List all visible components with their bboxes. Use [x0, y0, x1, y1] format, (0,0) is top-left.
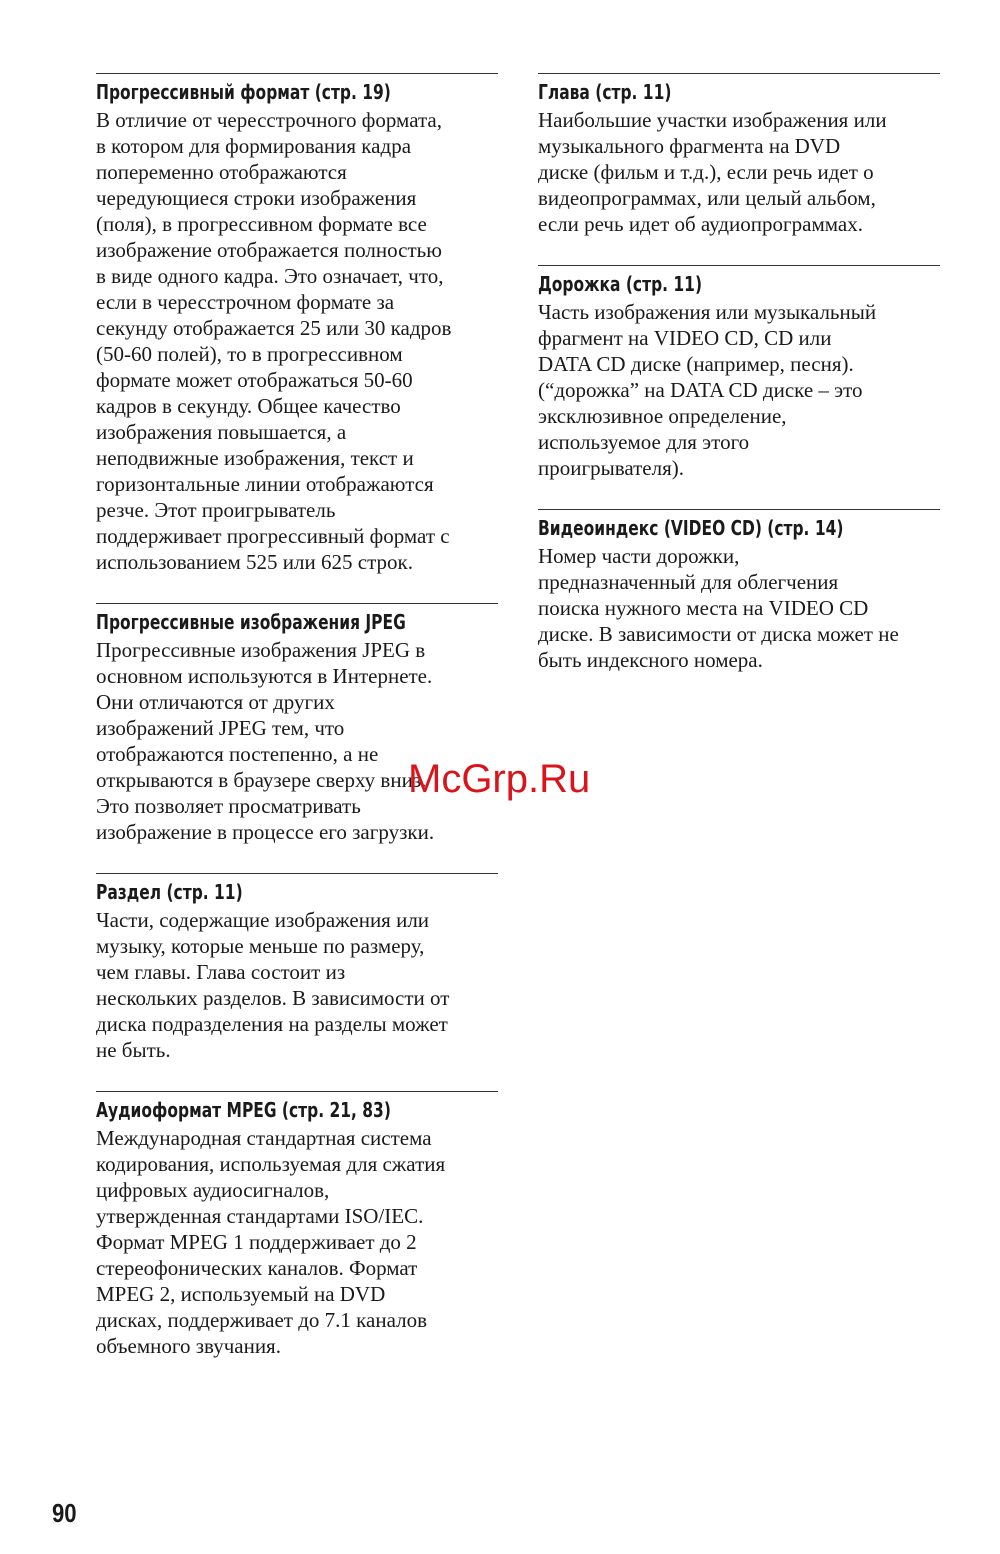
- body-line: Части, содержащие изображения или: [96, 908, 430, 932]
- body-line: (50-60 полей), то в прогрессивном: [96, 342, 403, 366]
- body-line: изображение в процессе его загрузки.: [96, 820, 435, 844]
- body-line: если речь идет об аудиопрограммах.: [538, 212, 863, 236]
- body-line: музыку, которые меньше по размеру,: [96, 934, 425, 958]
- body-line: видеопрограммах, или целый альбом,: [538, 186, 876, 210]
- body-line: Они отличаются от других: [96, 690, 335, 714]
- glossary-entry: [538, 509, 940, 673]
- body-line: предназначенный для облегчения: [538, 570, 839, 594]
- body-line: поиска нужного места на VIDEO CD: [538, 596, 869, 620]
- body-line: открываются в браузере сверху вниз.: [96, 768, 427, 792]
- glossary-entry: [96, 1091, 498, 1359]
- body-line: Часть изображения или музыкальный: [538, 300, 877, 324]
- entry-body: [538, 299, 940, 481]
- body-line: поддерживает прогрессивный формат с: [96, 524, 450, 548]
- body-line: фрагмент на VIDEO CD, CD или: [538, 326, 832, 350]
- body-line: резче. Этот проигрыватель: [96, 498, 336, 522]
- body-line: быть индексного номера.: [538, 648, 763, 672]
- entry-body: [96, 1125, 498, 1359]
- body-line: чем главы. Глава состоит из: [96, 960, 346, 984]
- glossary-entry: [96, 603, 498, 845]
- entry-body: [538, 107, 940, 237]
- entry-body: [96, 637, 498, 845]
- body-line: отображаются постепенно, а не: [96, 742, 379, 766]
- body-line: использованием 525 или 625 строк.: [96, 550, 413, 574]
- body-line: чередующиеся строки изображения: [96, 186, 417, 210]
- entry-title: Видеоиндекс (VIDEO CD) (стр. 14): [538, 516, 844, 540]
- glossary-entry: [538, 73, 940, 237]
- body-line: Международная стандартная система: [96, 1126, 432, 1150]
- body-line: диска подразделения на разделы может: [96, 1012, 448, 1036]
- body-line: попеременно отображаются: [96, 160, 347, 184]
- body-line: Наибольшие участки изображения или: [538, 108, 887, 132]
- body-line: утвержденная стандартами ISO/IEC.: [96, 1204, 424, 1228]
- entry-title: Дорожка (стр. 11): [538, 272, 703, 296]
- entry-body: [538, 543, 940, 673]
- body-line: дисках, поддерживает до 7.1 каналов: [96, 1308, 428, 1332]
- body-line: цифровых аудиосигналов,: [96, 1178, 330, 1202]
- body-line: изображение отображается полностью: [96, 238, 442, 262]
- body-line: MPEG 2, используемый на DVD: [96, 1282, 386, 1306]
- entry-title: Глава (стр. 11): [538, 80, 672, 104]
- body-line: используемое для этого: [538, 430, 750, 454]
- body-line: кодирования, используемая для сжатия: [96, 1152, 446, 1176]
- body-line: изображений JPEG тем, что: [96, 716, 345, 740]
- entry-title: Прогрессивный формат (стр. 19): [96, 80, 391, 104]
- body-line: если в чересстрочном формате за: [96, 290, 395, 314]
- body-line: стереофонических каналов. Формат: [96, 1256, 418, 1280]
- body-line: основном используются в Интернете.: [96, 664, 433, 688]
- glossary-entry: [96, 73, 498, 575]
- body-line: изображения повышается, а: [96, 420, 347, 444]
- body-line: (“дорожка” на DATA CD диске – это: [538, 378, 863, 402]
- entry-body: [96, 907, 498, 1063]
- glossary-entry: [538, 265, 940, 481]
- right-column: [538, 73, 940, 673]
- entry-title: Аудиоформат MPEG (стр. 21, 83): [96, 1098, 391, 1122]
- body-line: DATA CD диске (например, песня).: [538, 352, 854, 376]
- body-line: не быть.: [96, 1038, 171, 1062]
- body-line: диске (фильм и т.д.), если речь идет о: [538, 160, 874, 184]
- page-number: 90: [52, 1498, 77, 1528]
- body-line: в котором для формирования кадра: [96, 134, 412, 158]
- body-line: В отличие от чересстрочного формата,: [96, 108, 442, 132]
- body-line: проигрывателя).: [538, 456, 684, 480]
- body-line: неподвижные изображения, текст и: [96, 446, 414, 470]
- body-line: в виде одного кадра. Это означает, что,: [96, 264, 444, 288]
- entry-body: [96, 107, 498, 575]
- body-line: Прогрессивные изображения JPEG в: [96, 638, 426, 662]
- body-line: нескольких разделов. В зависимости от: [96, 986, 450, 1010]
- body-line: эксклюзивное определение,: [538, 404, 787, 428]
- body-line: горизонтальные линии отображаются: [96, 472, 434, 496]
- body-line: музыкального фрагмента на DVD: [538, 134, 841, 158]
- body-line: диске. В зависимости от диска может не: [538, 622, 899, 646]
- body-line: объемного звучания.: [96, 1334, 281, 1358]
- body-line: Формат MPEG 1 поддерживает до 2: [96, 1230, 417, 1254]
- body-line: секунду отображается 25 или 30 кадров: [96, 316, 452, 340]
- body-line: Номер части дорожки,: [538, 544, 740, 568]
- left-column: [96, 73, 498, 1359]
- entry-title: Раздел (стр. 11): [96, 880, 243, 904]
- body-line: кадров в секунду. Общее качество: [96, 394, 401, 418]
- body-line: Это позволяет просматривать: [96, 794, 361, 818]
- body-line: формате может отображаться 50-60: [96, 368, 413, 392]
- watermark: McGrp.Ru: [408, 757, 591, 801]
- glossary-entry: [96, 873, 498, 1063]
- entry-title: Прогрессивные изображения JPEG: [96, 610, 406, 634]
- body-line: (поля), в прогрессивном формате все: [96, 212, 427, 236]
